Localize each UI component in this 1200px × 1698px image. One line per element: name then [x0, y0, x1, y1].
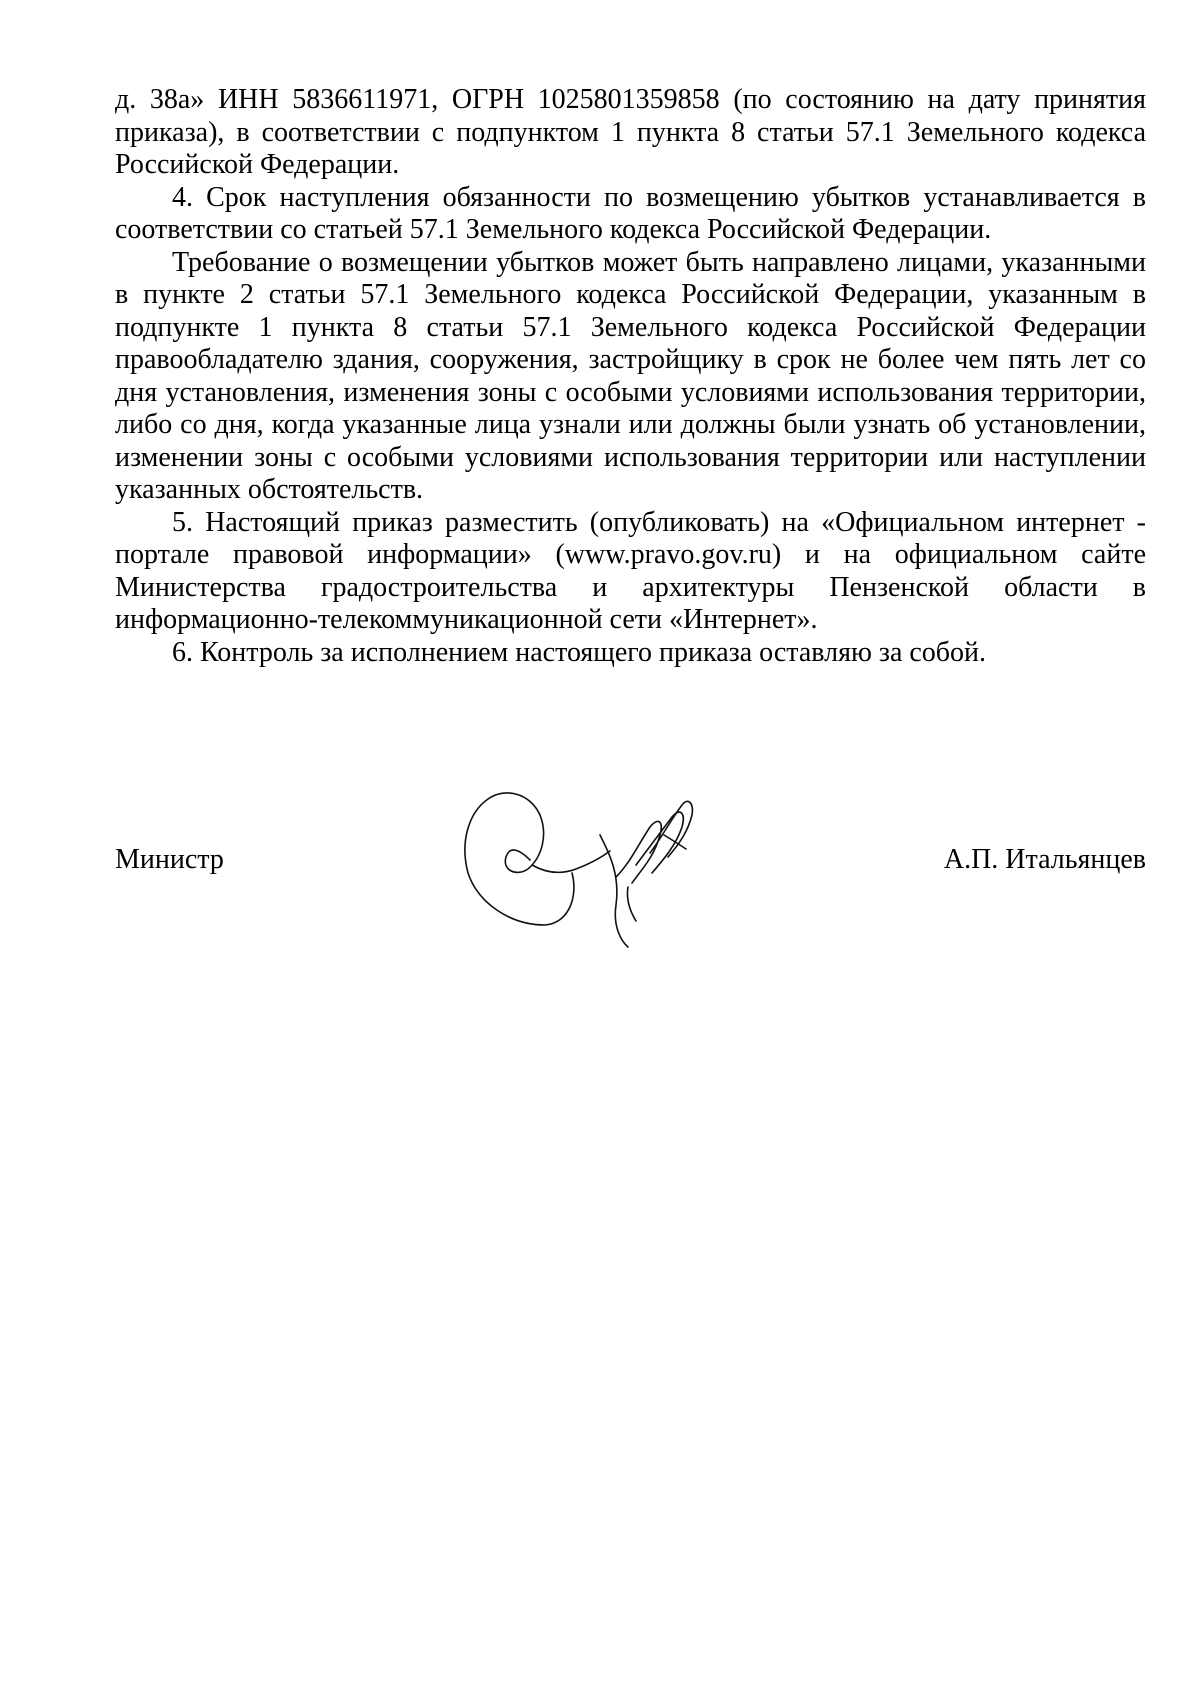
- paragraph-damages-claim: Требование о возмещении убытков может быть направлено лицами, указанными в пункте 2 статьи 57.1 Земельного кодекса Российской Федерации, указанным в подпункте 1 пункта 8 статьи 57.1 Земельного кодекса Российской Федерации правообладателю здания, сооружения, застройщику в срок не более чем пять лет со дня установления, изменения зоны с особыми условиями использования территории, либо со дня, когда указанные лица узнали или должны были узнать об установлении, изменении зоны с особыми условиями использования территории или наступлении указанных обстоятельств.: [115, 246, 1146, 505]
- handwritten-signature: [450, 765, 720, 955]
- paragraph-item-6: 6. Контроль за исполнением настоящего приказа оставляю за собой.: [172, 636, 987, 668]
- signatory-title: Министр: [115, 844, 224, 875]
- signature-block: [115, 770, 1146, 970]
- signature-drawing: [450, 765, 720, 955]
- document-body: [115, 84, 1146, 669]
- signatory-name: А.П. Итальянцев: [943, 844, 1146, 875]
- paragraph-item-4: 4. Срок наступления обязанности по возмещению убытков устанавливается в соответствии со статьей 57.1 Земельного кодекса Российской Федерации.: [115, 181, 1146, 245]
- paragraph-item-5: 5. Настоящий приказ разместить (опубликовать) на «Официальном интернет - портале правовой информации» (www.pravo.gov.ru) и на официальном сайте Министерства градостроительства и архитектуры Пензенской области в информационно-телекоммуникационной сети «Интернет».: [115, 506, 1146, 635]
- paragraph-continuation: д. 38а» ИНН 5836611971, ОГРН 1025801359858 (по состоянию на дату принятия приказа), в соответствии с подпунктом 1 пункта 8 статьи 57.1 Земельного кодекса Российской Федерации.: [115, 84, 1146, 180]
